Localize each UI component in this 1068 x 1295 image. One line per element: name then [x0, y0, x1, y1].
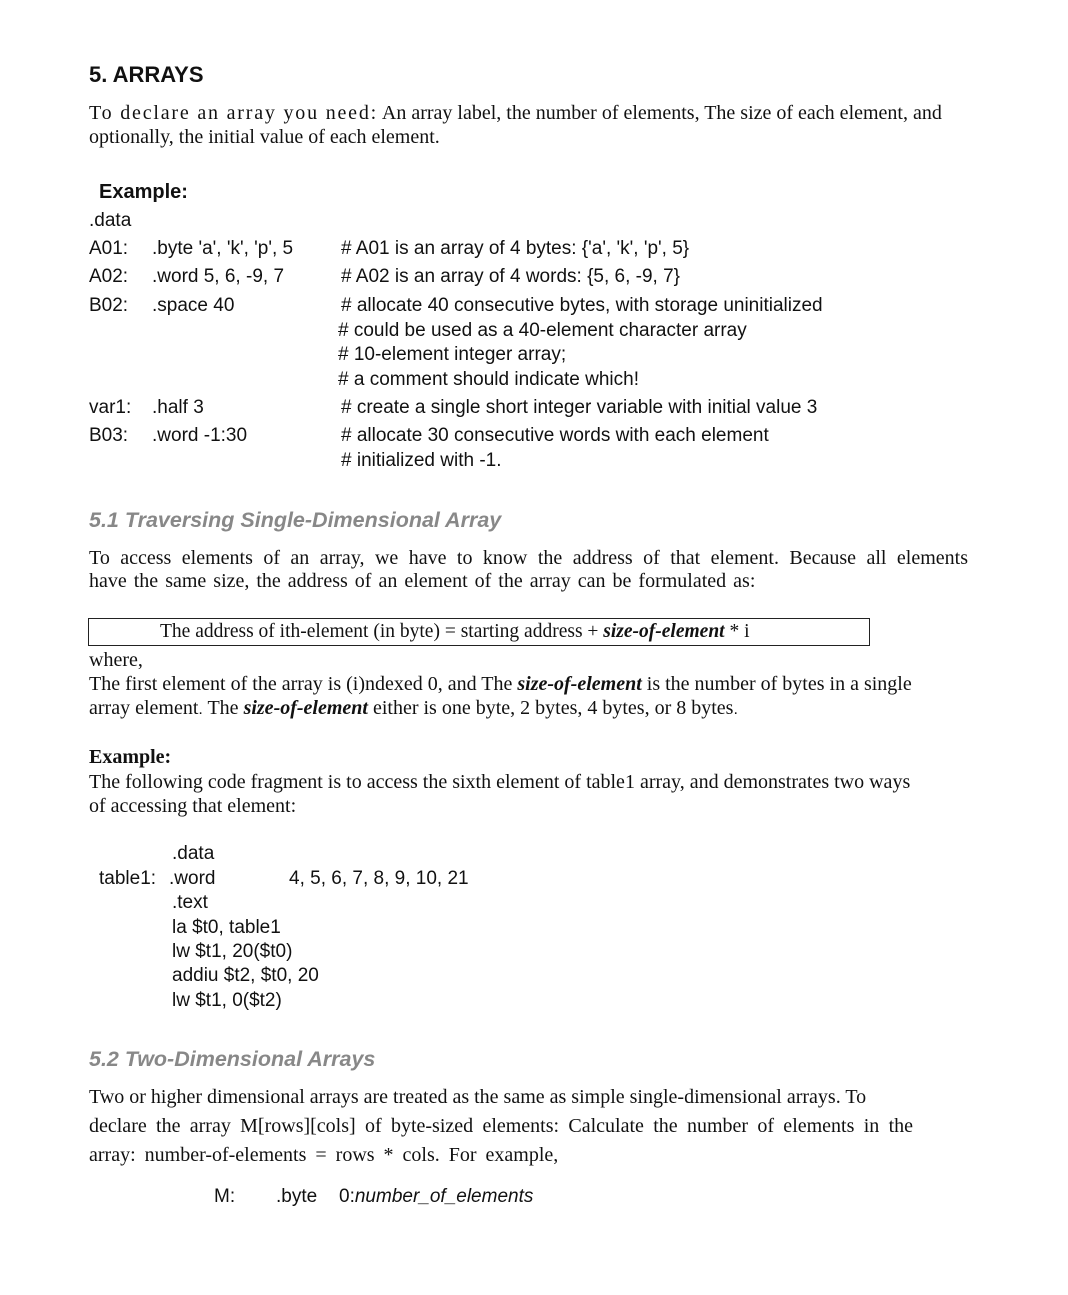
explanation-text: is the number of bytes in a single	[641, 673, 912, 695]
paragraph-line: To access elements of an array, we have to know the address of that element. Because all elements	[89, 547, 968, 569]
intro-paragraph-line-2: optionally, the initial value of each element.	[89, 126, 440, 148]
code-label: M:	[214, 1186, 236, 1207]
explanation-line-1	[89, 672, 912, 696]
code-label: table1:	[99, 868, 157, 889]
formula-prefix: The address of ith-element (in byte) = starting address +	[160, 621, 604, 642]
code-comment: # a comment should indicate which!	[338, 369, 639, 390]
intro-paragraph-line-1	[89, 101, 942, 125]
paragraph-line: have the same size, the address of an element of the array can be formulated as:	[89, 570, 756, 592]
code-zero: 0:	[339, 1186, 355, 1207]
code-comment: # could be used as a 40-element character array	[338, 320, 747, 341]
explanation-text: either is one byte, 2 bytes, 4 bytes, or 8 bytes	[367, 697, 734, 719]
explanation-text: array element	[89, 697, 199, 719]
data-directive: .data	[89, 210, 132, 231]
code-label: A02:	[89, 266, 129, 287]
code-value-name: number_of_elements	[354, 1186, 534, 1207]
size-of-element-term: size-of-element	[243, 697, 368, 719]
subsection-title: 5.2 Two-Dimensional Arrays	[89, 1047, 376, 1071]
example-label: Example:	[89, 746, 172, 768]
paragraph-line: declare the array M[rows][cols] of byte-sized elements: Calculate the number of elements in the	[89, 1115, 913, 1137]
code-label: B02:	[89, 295, 129, 316]
code-line: lw $t1, 0($t2)	[172, 990, 282, 1011]
paragraph-line: Two or higher dimensional arrays are treated as the same as simple single-dimensional arrays. To	[89, 1086, 867, 1108]
where-text: where,	[89, 649, 143, 671]
explanation-text: .	[198, 701, 203, 718]
size-of-element-term: size-of-element	[517, 673, 642, 695]
code-directive: .byte	[276, 1186, 318, 1207]
code-line: lw $t1, 20($t0)	[172, 941, 293, 962]
code-directive: .word -1:30	[152, 425, 248, 446]
code-line: .text	[172, 892, 208, 913]
code-comment: # A02 is an array of 4 words: {5, 6, -9, 7}	[341, 266, 681, 287]
code-directive: .word	[169, 868, 216, 889]
code-directive: .half 3	[152, 397, 204, 418]
code-label: B03:	[89, 425, 129, 446]
code-line: addiu $t2, $t0, 20	[172, 965, 319, 986]
code-directive: .byte 'a', 'k', 'p', 5	[152, 238, 294, 259]
explanation-text: The	[202, 697, 244, 719]
section-title: 5. ARRAYS	[89, 62, 204, 87]
code-comment: # A01 is an array of 4 bytes: {'a', 'k', 'p', 5}	[341, 238, 690, 259]
code-line: .data	[172, 843, 215, 864]
formula-box	[88, 618, 870, 646]
intro-rest-text: An array label, the number of elements, The size of each element, and	[378, 102, 942, 124]
intro-spaced-text: To declare an array you need:	[89, 102, 379, 124]
code-comment: # allocate 30 consecutive words with each element	[341, 425, 769, 446]
paragraph-line: array: number-of-elements = rows * cols. For example,	[89, 1144, 559, 1166]
code-comment: # 10-element integer array;	[338, 344, 567, 365]
formula-suffix: * i	[724, 621, 750, 642]
explanation-text: .	[733, 701, 738, 718]
code-label: var1:	[89, 397, 132, 418]
code-value	[339, 1186, 533, 1208]
code-directive: .space 40	[152, 295, 235, 316]
code-directive: .word 5, 6, -9, 7	[152, 266, 285, 287]
example-description-line: of accessing that element:	[89, 795, 297, 817]
example-description-line: The following code fragment is to access the sixth element of table1 array, and demonstrates two ways	[89, 771, 911, 793]
code-line: la $t0, table1	[172, 917, 281, 938]
explanation-line-2	[89, 696, 738, 722]
code-values: 4, 5, 6, 7, 8, 9, 10, 21	[289, 868, 469, 889]
subsection-title: 5.1 Traversing Single-Dimensional Array	[89, 508, 502, 532]
code-label: A01:	[89, 238, 129, 259]
explanation-text: The first element of the array is (i)ndexed 0, and The	[89, 673, 518, 695]
address-formula	[160, 621, 750, 643]
code-comment: # allocate 40 consecutive bytes, with storage uninitialized	[341, 295, 823, 316]
example-label: Example:	[99, 181, 188, 203]
formula-term: size-of-element	[603, 621, 725, 642]
code-comment: # initialized with -1.	[341, 450, 502, 471]
code-comment: # create a single short integer variable with initial value 3	[341, 397, 818, 418]
